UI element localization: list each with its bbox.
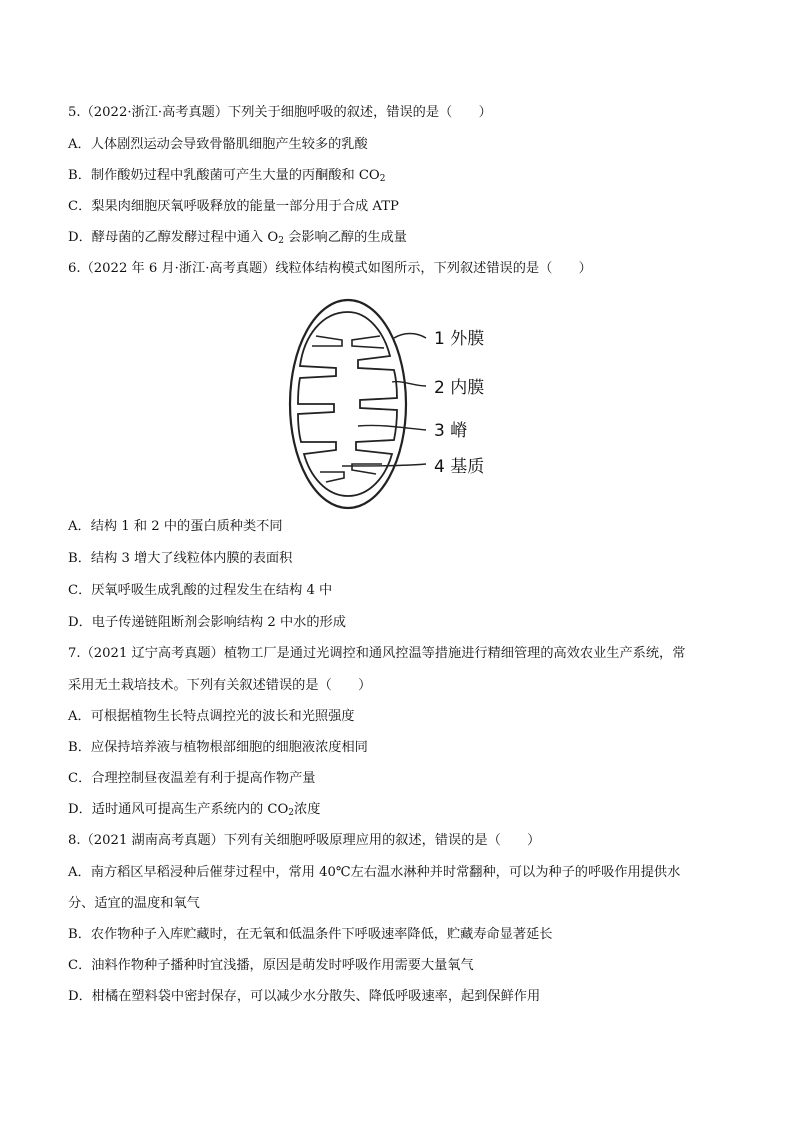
crista-shape	[320, 472, 344, 482]
question-5-option-d	[68, 229, 407, 250]
question-8-option-a-line-2: 分、适宜的温度和氧气	[68, 896, 200, 911]
question-6-option-a: A．结构 1 和 2 中的蛋白质种类不同	[68, 519, 283, 534]
question-6-option-d: D．电子传递链阻断剂会影响结构 2 中水的形成	[68, 615, 346, 630]
question-7-option-c: C．合理控制昼夜温差有利于提高作物产量	[68, 771, 316, 786]
question-7-stem-line-1: 7.（2021 辽宁高考真题）植物工厂是通过光调控和通风控温等措施进行精细管理的高效农业生产系统，常	[68, 646, 686, 661]
question-5-option-b	[68, 167, 385, 188]
question-8-option-d: D．柑橘在塑料袋中密封保存，可以减少水分散失、降低呼吸速率，起到保鲜作用	[68, 989, 541, 1004]
question-8-option-a-line-1: A．南方稻区早稻浸种后催芽过程中，常用 40℃左右温水淋种并时常翻种，可以为种子的呼吸作用提供水	[68, 865, 681, 880]
question-6-stem: 6.（2022 年 6 月·浙江·高考真题）线粒体结构模式如图所示，下列叙述错误的是（ ）	[68, 261, 592, 276]
inner-membrane-shape	[298, 312, 397, 496]
question-5-option-a: A．人体剧烈运动会导致骨骼肌细胞产生较多的乳酸	[68, 137, 368, 152]
mitochondrion-diagram	[286, 296, 506, 514]
question-8-stem: 8.（2021 湖南高考真题）下列有关细胞呼吸原理应用的叙述，错误的是（ ）	[68, 833, 541, 848]
question-7-option-b: B．应保持培养液与植物根部细胞的细胞液浓度相同	[68, 740, 368, 755]
diagram-label-matrix: 4 基质	[434, 457, 485, 477]
question-5-option-c: C．梨果肉细胞厌氧呼吸释放的能量一部分用于合成 ATP	[68, 199, 399, 214]
question-8-option-b: B．农作物种子入库贮藏时，在无氧和低温条件下呼吸速率降低，贮藏寿命显著延长	[68, 927, 553, 942]
diagram-label-crista: 3 嵴	[434, 421, 468, 441]
option-text: B．制作酸奶过程中乳酸菌可产生大量的丙酮酸和 CO	[68, 168, 380, 183]
diagram-label-inner-membrane: 2 内膜	[434, 378, 485, 398]
subscript: 2	[278, 236, 284, 246]
option-text-tail: 会影响乙醇的生成量	[283, 230, 407, 245]
question-8-option-c: C．油料作物种子播种时宜浅播，原因是萌发时呼吸作用需要大量氧气	[68, 958, 474, 973]
option-text: D．适时通风可提高生产系统内的 CO	[68, 802, 289, 817]
leader-line	[358, 425, 426, 430]
option-text-tail: 浓度	[294, 802, 321, 817]
question-6-option-b: B．结构 3 增大了线粒体内膜的表面积	[68, 551, 293, 566]
leader-line	[394, 334, 426, 339]
subscript: 2	[288, 808, 295, 818]
question-5-stem: 5.（2022·浙江·高考真题）下列关于细胞呼吸的叙述，错误的是（ ）	[68, 105, 492, 120]
option-text: D．酵母菌的乙醇发酵过程中通入 O	[68, 230, 279, 245]
diagram-label-outer-membrane: 1 外膜	[434, 329, 485, 349]
question-7-option-a: A．可根据植物生长特点调控光的波长和光照强度	[68, 709, 355, 724]
crista-shape	[312, 336, 342, 346]
question-6-option-c: C．厌氧呼吸生成乳酸的过程发生在结构 4 中	[68, 583, 333, 598]
question-7-option-d	[68, 801, 320, 822]
crista-shape	[352, 336, 384, 348]
question-7-stem-line-2: 采用无土栽培技术。下列有关叙述错误的是（ ）	[68, 678, 372, 693]
subscript: 2	[379, 174, 386, 184]
